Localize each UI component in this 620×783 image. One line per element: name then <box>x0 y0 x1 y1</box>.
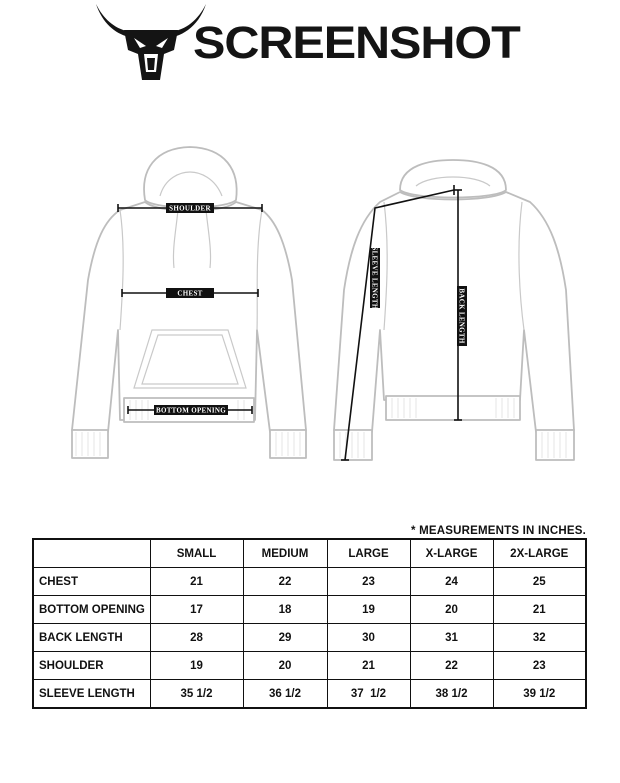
chest-label: CHEST <box>177 289 203 298</box>
table-cell: 21 <box>150 568 243 596</box>
bottom-opening-label: BOTTOM OPENING <box>156 406 226 415</box>
table-cell: 21 <box>493 596 586 624</box>
table-cell: 35 1/2 <box>150 680 243 709</box>
table-cell: 21 <box>327 652 410 680</box>
table-cell: 20 <box>243 652 327 680</box>
size-header: X-LARGE <box>410 539 493 568</box>
table-cell: 22 <box>410 652 493 680</box>
table-cell: 19 <box>327 596 410 624</box>
table-cell: 22 <box>243 568 327 596</box>
brand-header <box>94 2 520 84</box>
table-cell: 19 <box>150 652 243 680</box>
shoulder-label: SHOULDER <box>169 204 211 213</box>
table-cell: 17 <box>150 596 243 624</box>
row-label: CHEST <box>33 568 150 596</box>
table-cell: 28 <box>150 624 243 652</box>
back-length-label: BACK LENGTH <box>457 288 466 344</box>
table-cell: 23 <box>493 652 586 680</box>
measurements-note: * MEASUREMENTS IN INCHES. <box>411 525 586 537</box>
table-row <box>33 596 586 624</box>
row-label: BACK LENGTH <box>33 624 150 652</box>
sleeve-length-label: SLEEVE LENGTH <box>370 246 379 310</box>
row-label: SHOULDER <box>33 652 150 680</box>
table-corner-cell <box>33 539 150 568</box>
table-cell: 39 1/2 <box>493 680 586 709</box>
table-header-row <box>33 539 586 568</box>
table-row <box>33 680 586 709</box>
size-header: MEDIUM <box>243 539 327 568</box>
table-row <box>33 568 586 596</box>
table-cell: 36 1/2 <box>243 680 327 709</box>
size-header: LARGE <box>327 539 410 568</box>
row-label: BOTTOM OPENING <box>33 596 150 624</box>
table-cell: 30 <box>327 624 410 652</box>
table-cell: 20 <box>410 596 493 624</box>
table-row <box>33 652 586 680</box>
table-cell: 37 1/2 <box>327 680 410 709</box>
hoodie-back-drawing <box>334 160 574 460</box>
table-cell: 32 <box>493 624 586 652</box>
table-cell: 18 <box>243 596 327 624</box>
table-cell: 29 <box>243 624 327 652</box>
size-chart-table <box>32 538 587 709</box>
hoodie-measurement-diagram <box>0 130 620 480</box>
table-cell: 25 <box>493 568 586 596</box>
size-header: SMALL <box>150 539 243 568</box>
table-cell: 23 <box>327 568 410 596</box>
table-cell: 31 <box>410 624 493 652</box>
table-cell: 24 <box>410 568 493 596</box>
table-cell: 38 1/2 <box>410 680 493 709</box>
table-row <box>33 624 586 652</box>
brand-wordmark: SCREENSHOT <box>193 17 520 68</box>
row-label: SLEEVE LENGTH <box>33 680 150 709</box>
size-header: 2X-LARGE <box>493 539 586 568</box>
bull-skull-logo-icon <box>94 2 208 84</box>
